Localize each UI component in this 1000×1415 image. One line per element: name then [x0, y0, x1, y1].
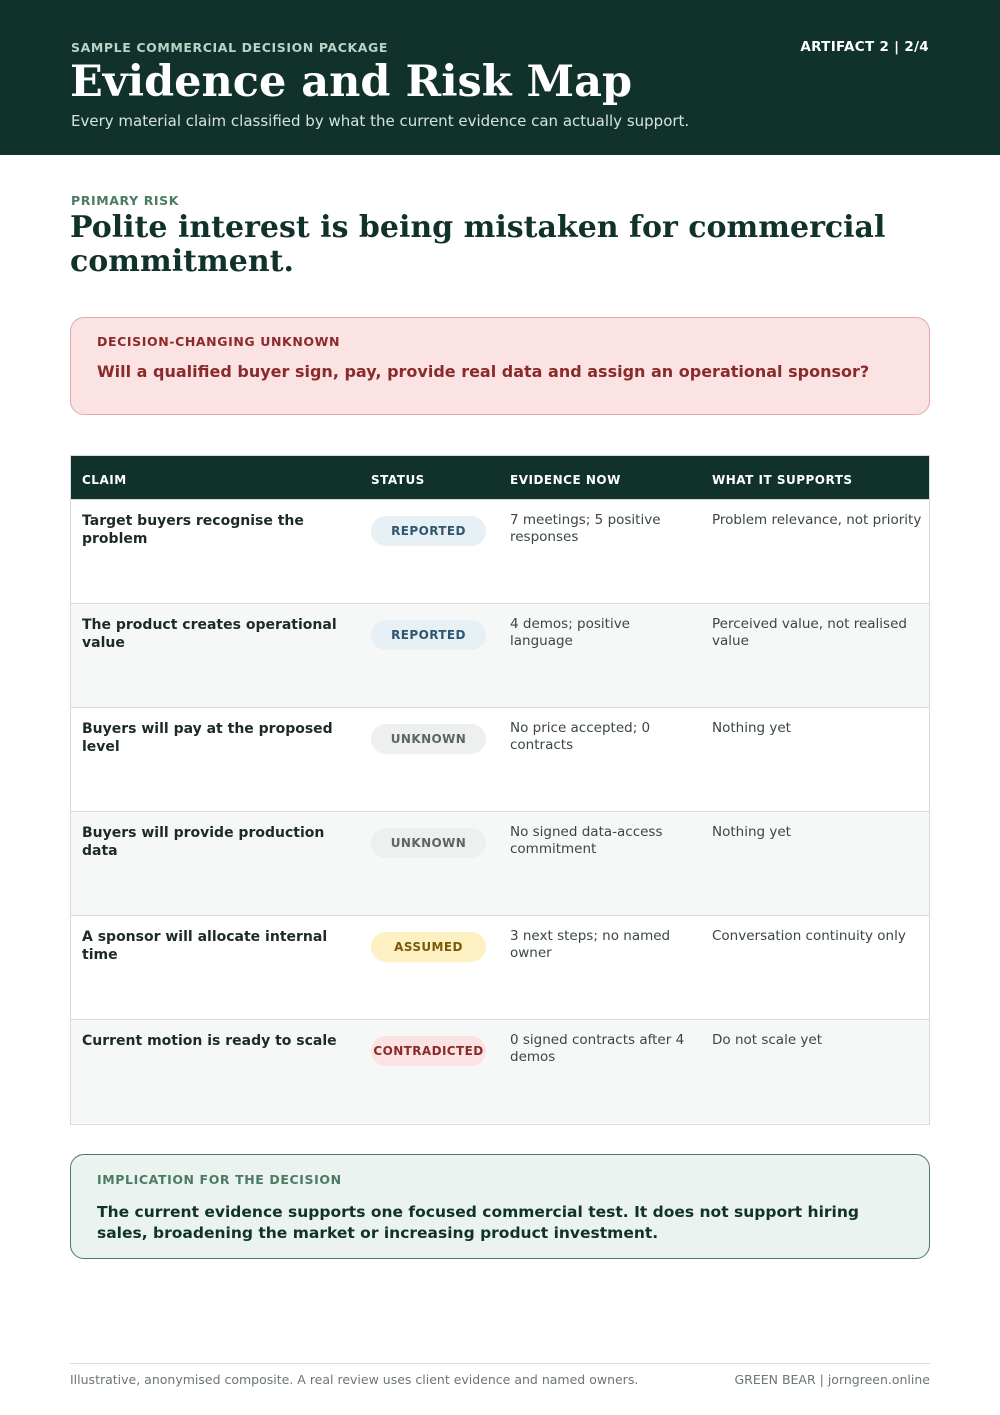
- status-badge: UNKNOWN: [371, 724, 486, 754]
- status-badge: UNKNOWN: [371, 828, 486, 858]
- column-header-status: STATUS: [371, 473, 425, 487]
- supports-cell: Perceived value, not realised value: [712, 616, 907, 649]
- status-badge: ASSUMED: [371, 932, 486, 962]
- table-row: [71, 603, 929, 707]
- footer-brand: GREEN BEAR | jorngreen.online: [734, 1372, 930, 1387]
- status-badge: REPORTED: [371, 620, 486, 650]
- claim-cell: Buyers will pay at the proposed level: [82, 721, 333, 755]
- footer-divider: [70, 1363, 930, 1364]
- table-row: [71, 811, 929, 915]
- column-header-claim: CLAIM: [82, 473, 127, 487]
- evidence-cell: 4 demos; positive language: [510, 616, 630, 649]
- page-subtitle: Every material claim classified by what the current evidence can actually support.: [71, 112, 690, 130]
- evidence-cell: 3 next steps; no named owner: [510, 928, 671, 961]
- package-eyebrow: SAMPLE COMMERCIAL DECISION PACKAGE: [71, 40, 389, 55]
- claim-cell: The product creates operational value: [82, 617, 337, 651]
- artifact-page-indicator: ARTIFACT 2 | 2/4: [800, 39, 929, 55]
- evidence-cell: 7 meetings; 5 positive responses: [510, 512, 661, 545]
- supports-cell: Conversation continuity only: [712, 928, 906, 944]
- supports-cell: Problem relevance, not priority: [712, 512, 922, 528]
- claim-cell: A sponsor will allocate internal time: [82, 929, 328, 963]
- column-header-supports: WHAT IT SUPPORTS: [712, 473, 853, 487]
- table-row: [71, 499, 929, 603]
- table-row: [71, 707, 929, 811]
- implication-label: IMPLICATION FOR THE DECISION: [97, 1172, 342, 1187]
- page-title: Evidence and Risk Map: [70, 57, 633, 107]
- decision-unknown-question: Will a qualified buyer sign, pay, provide real data and assign an operational sponsor?: [97, 362, 870, 381]
- claim-cell: Buyers will provide production data: [82, 825, 325, 859]
- evidence-cell: No price accepted; 0 contracts: [510, 720, 651, 753]
- status-badge: REPORTED: [371, 516, 486, 546]
- claim-cell: Current motion is ready to scale: [82, 1033, 337, 1049]
- status-badge: CONTRADICTED: [371, 1036, 486, 1066]
- evidence-cell: No signed data-access commitment: [510, 824, 663, 857]
- table-header: [71, 456, 929, 499]
- header-banner: [0, 0, 1000, 155]
- table-row: [71, 915, 929, 1019]
- implication-text: The current evidence supports one focused commercial test. It does not support hiring sales, broadening the market or increasing product investment.: [97, 1203, 859, 1242]
- column-header-evidence: EVIDENCE NOW: [510, 473, 621, 487]
- decision-unknown-callout: [70, 317, 930, 415]
- decision-unknown-label: DECISION-CHANGING UNKNOWN: [97, 334, 341, 349]
- claim-cell: Target buyers recognise the problem: [82, 513, 304, 547]
- supports-cell: Nothing yet: [712, 720, 791, 736]
- footer-disclaimer: Illustrative, anonymised composite. A real review uses client evidence and named owners.: [70, 1372, 639, 1387]
- table-row: [71, 1019, 929, 1123]
- primary-risk-label: PRIMARY RISK: [71, 193, 180, 208]
- evidence-cell: 0 signed contracts after 4 demos: [510, 1032, 685, 1065]
- supports-cell: Nothing yet: [712, 824, 791, 840]
- evidence-table: [70, 455, 930, 1125]
- primary-risk-headline: Polite interest is being mistaken for commercial commitment.: [70, 210, 886, 279]
- supports-cell: Do not scale yet: [712, 1032, 823, 1048]
- implication-callout: [70, 1154, 930, 1259]
